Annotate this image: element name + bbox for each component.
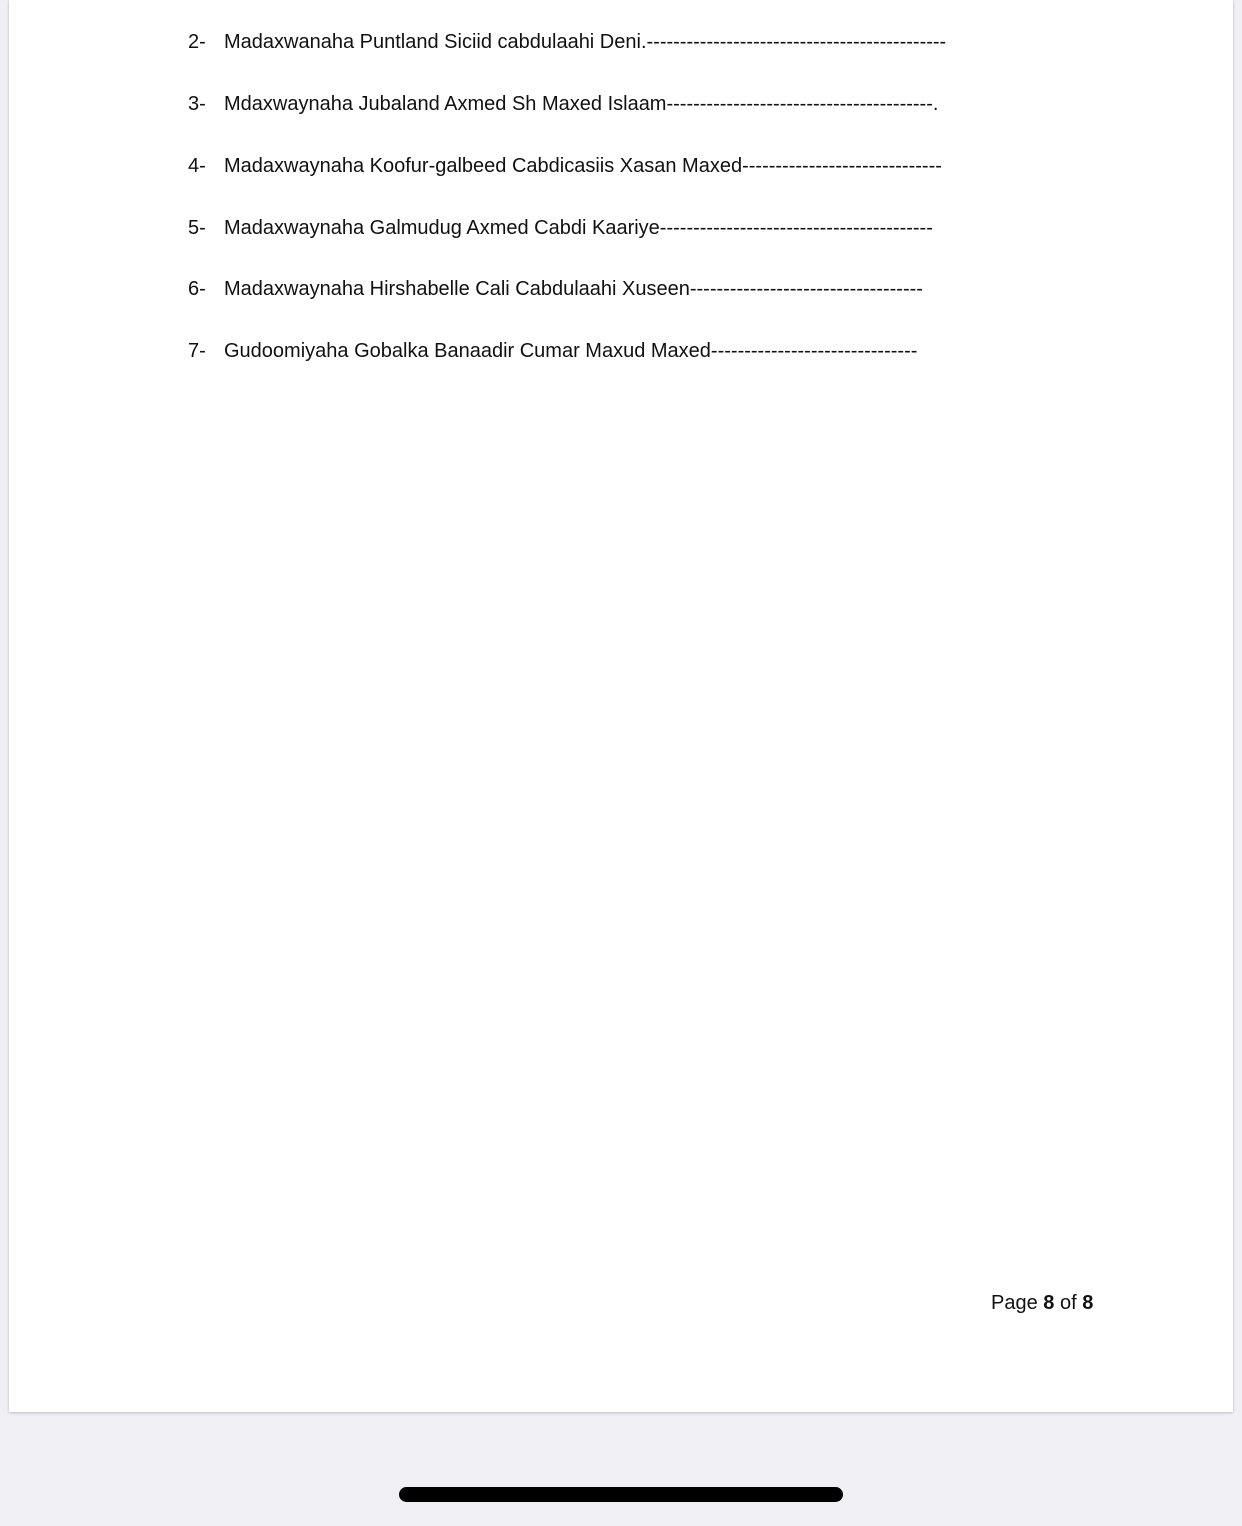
list-item-text: Gudoomiyaha Gobalka Banaadir Cumar Maxud Maxed------------------------------- xyxy=(224,340,918,362)
list-item xyxy=(188,213,933,243)
list-item-number: 2- xyxy=(188,31,206,53)
list-item-text: Madaxwanaha Puntland Siciid cabdulaahi Deni.--------------------------------------------- xyxy=(224,31,947,53)
of-word: of xyxy=(1059,1292,1077,1314)
list-item-text: Mdaxwaynaha Jubaland Axmed Sh Maxed Islaam----------------------------------------. xyxy=(224,93,939,115)
list-item xyxy=(188,336,917,366)
list-item-text: Madaxwaynaha Koofur-galbeed Cabdicasiis Xasan Maxed------------------------------ xyxy=(224,155,942,177)
list-item-number: 4- xyxy=(188,155,206,177)
list-item xyxy=(188,27,946,57)
list-item-number: 7- xyxy=(188,340,206,362)
current-page-number: 8 xyxy=(1043,1292,1055,1314)
list-item xyxy=(188,89,938,119)
list-item xyxy=(188,274,923,304)
list-item-number: 6- xyxy=(188,278,206,300)
list-item-number: 5- xyxy=(188,217,206,239)
total-pages-number: 8 xyxy=(1082,1292,1094,1314)
list-item-text: Madaxwaynaha Galmudug Axmed Cabdi Kaariye----------------------------------------- xyxy=(224,217,933,239)
page-word: Page xyxy=(991,1292,1038,1314)
home-indicator-bar[interactable] xyxy=(399,1487,843,1502)
list-item-text: Madaxwaynaha Hirshabelle Cali Cabdulaahi Xuseen----------------------------------- xyxy=(224,278,923,300)
list-item xyxy=(188,151,942,181)
page-number-footer xyxy=(991,1288,1093,1318)
document-page xyxy=(9,0,1233,1412)
list-item-number: 3- xyxy=(188,93,206,115)
